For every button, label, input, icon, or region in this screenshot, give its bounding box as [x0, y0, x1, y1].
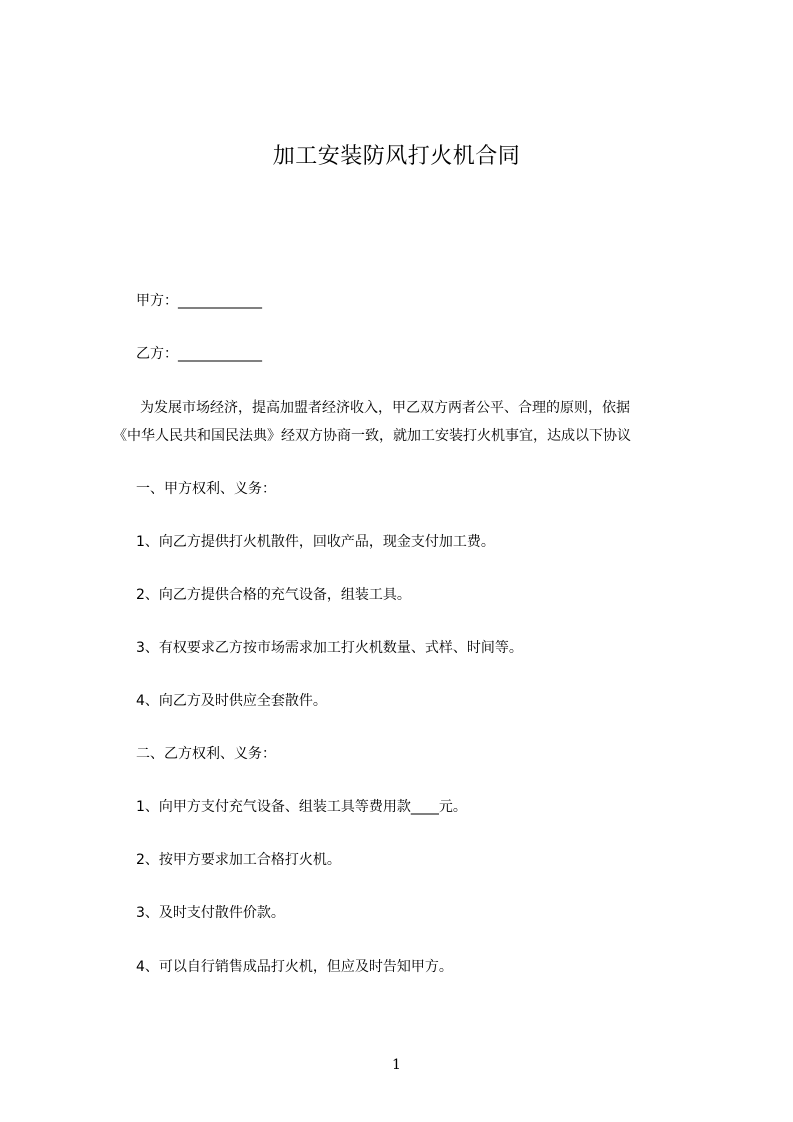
section-1-item-3: 3、有权要求乙方按市场需求加工打火机数量、式样、时间等。: [136, 640, 523, 656]
intro-paragraph-line-1: 为发展市场经济，提高加盟者经济收入，甲乙双方两者公平、合理的原则，依据: [140, 400, 630, 416]
section-2-item-3: 3、及时支付散件价款。: [136, 905, 285, 921]
section-1-item-4: 4、向乙方及时供应全套散件。: [136, 693, 327, 709]
section-2-item-2: 2、按甲方要求加工合格打火机。: [136, 852, 341, 868]
section-1-heading: 一、甲方权利、义务：: [136, 481, 276, 497]
intro-paragraph-line-2: 《中华人民共和国民法典》经双方协商一致，就加工安装打火机事宜，达成以下协议: [113, 428, 631, 444]
party-b-line: 乙方：____________: [136, 346, 262, 362]
section-2-heading: 二、乙方权利、义务：: [136, 746, 276, 762]
party-a-line: 甲方：____________: [136, 293, 262, 309]
document-title: 加工安装防风打火机合同: [272, 144, 521, 169]
page-number: 1: [392, 1057, 401, 1073]
section-1-item-2: 2、向乙方提供合格的充气设备，组装工具。: [136, 587, 411, 603]
section-2-item-1: 1、向甲方支付充气设备、组装工具等费用款____元。: [136, 799, 467, 815]
section-1-item-1: 1、向乙方提供打火机散件，回收产品，现金支付加工费。: [136, 534, 495, 550]
section-2-item-4: 4、可以自行销售成品打火机，但应及时告知甲方。: [136, 959, 453, 975]
